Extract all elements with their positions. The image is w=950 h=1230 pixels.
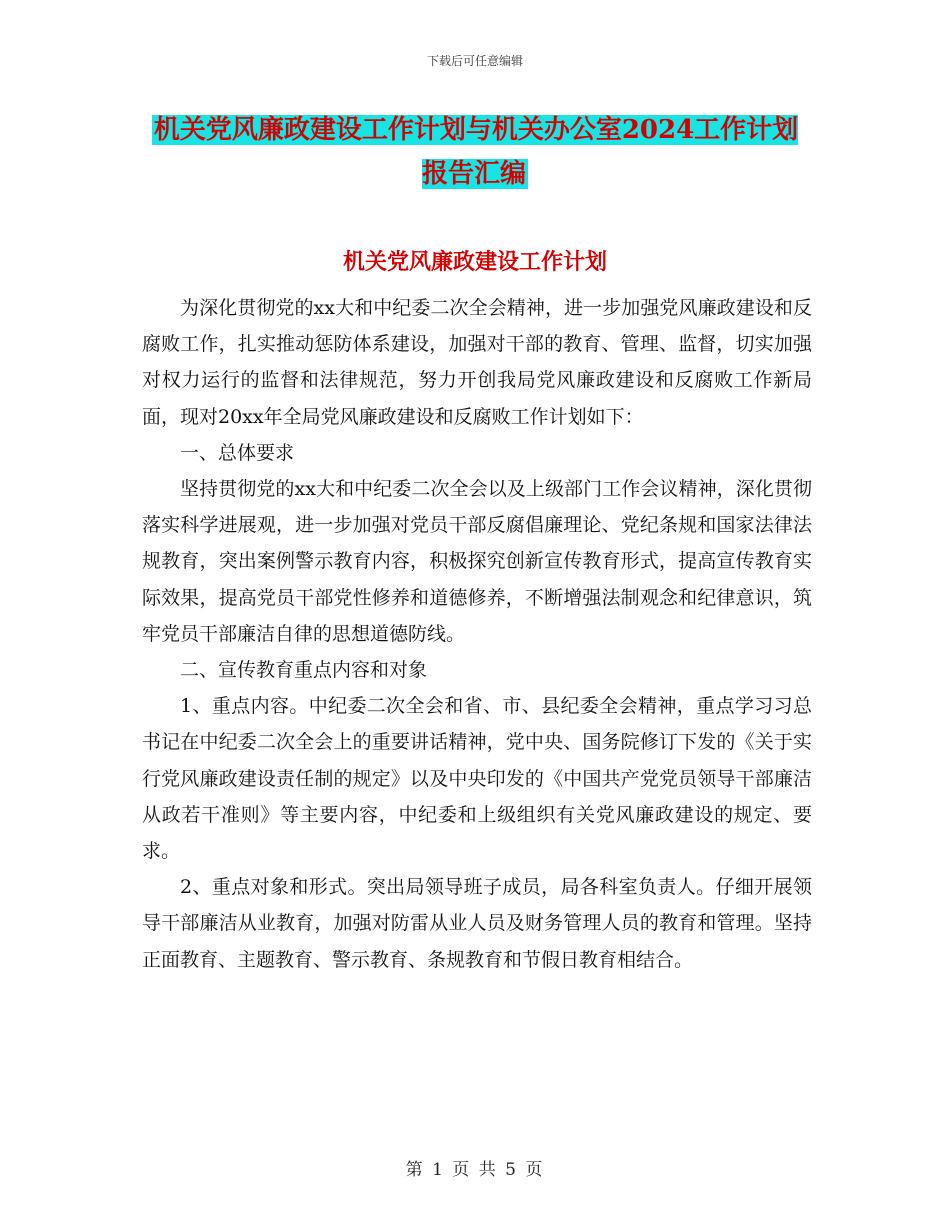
section-title: 机关党风廉政建设工作计划 <box>342 249 607 275</box>
body-text <box>142 290 812 978</box>
heading-general-requirements: 一、总体要求 <box>180 441 295 464</box>
document-title <box>140 108 810 196</box>
paragraph-key-targets: 2、重点对象和形式。突出局领导班子成员，局各科室负责人。仔细开展领导干部廉洁从业教育，加强对防雷从业人员及财务管理人员的教育和管理。坚持正面教育、主题教育、警示教育、条规教育和节假日教育相结合。 <box>142 876 812 971</box>
document-title-text: 机关党风廉政建设工作计划与机关办公室2024工作计划报告汇编 <box>153 115 799 189</box>
header-note: 下载后可任意编辑 <box>426 54 523 68</box>
page-footer: 第 1 页 共 5 页 <box>405 1160 545 1180</box>
paragraph-general-requirements: 坚持贯彻党的xx大和中纪委二次全会以及上级部门工作会议精神，深化贯彻落实科学进展观，进一步加强对党员干部反腐倡廉理论、党纪条规和国家法律法规教育，突出案例警示教育内容，积极探究创新宣传教育形式，提高宣传教育实际效果，提高党员干部党性修养和道德修养，不断增强法制观念和纪律意识，筑牢党员干部廉洁自律的思想道德防线。 <box>142 478 812 645</box>
heading-education-focus: 二、宣传教育重点内容和对象 <box>180 659 428 682</box>
paragraph-key-content: 1、重点内容。中纪委二次全会和省、市、县纪委全会精神，重点学习习总书记在中纪委二次全会上的重要讲话精神，党中央、国务院修订下发的《关于实行党风廉政建设责任制的规定》以及中央印发的《中国共产党党员领导干部廉洁从政若干准则》等主要内容，中纪委和上级组织有关党风廉政建设的规定、要求。 <box>142 695 812 863</box>
paragraph-intro: 为深化贯彻党的xx大和中纪委二次全会精神，进一步加强党风廉政建设和反腐败工作，扎实推动惩防体系建设，加强对干部的教育、管理、监督，切实加强对权力运行的监督和法律规范，努力开创我局党风廉政建设和反腐败工作新局面，现对20xx年全局党风廉政建设和反腐败工作计划如下： <box>142 297 812 428</box>
